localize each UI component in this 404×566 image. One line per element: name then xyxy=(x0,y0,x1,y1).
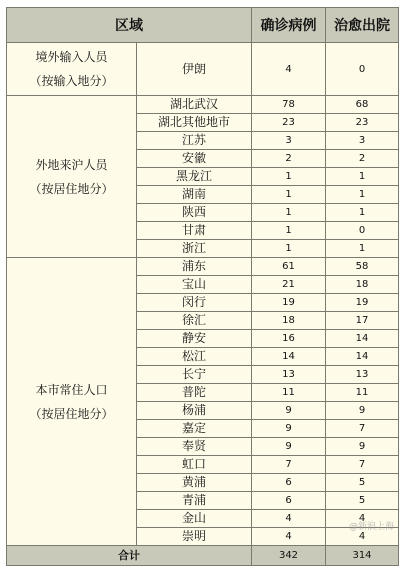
cured-count: 23 xyxy=(326,114,399,132)
confirmed-count: 1 xyxy=(252,222,326,240)
region-name: 江苏 xyxy=(137,132,252,150)
cured-count: 4 xyxy=(326,528,399,546)
region-name: 金山 xyxy=(137,510,252,528)
cured-count: 4 xyxy=(326,510,399,528)
cured-count: 11 xyxy=(326,384,399,402)
table-container xyxy=(6,7,398,533)
region-name: 甘肃 xyxy=(137,222,252,240)
cured-count: 7 xyxy=(326,420,399,438)
cured-count: 17 xyxy=(326,312,399,330)
region-name: 湖北其他地市 xyxy=(137,114,252,132)
group-label xyxy=(7,43,137,96)
confirmed-count: 21 xyxy=(252,276,326,294)
group-label-line: （按输入地分） xyxy=(7,69,136,93)
cured-count: 13 xyxy=(326,366,399,384)
confirmed-count: 2 xyxy=(252,150,326,168)
confirmed-count: 4 xyxy=(252,528,326,546)
cured-count: 9 xyxy=(326,402,399,420)
covid-case-table xyxy=(6,7,399,566)
confirmed-count: 14 xyxy=(252,348,326,366)
cured-count: 3 xyxy=(326,132,399,150)
cured-count: 1 xyxy=(326,240,399,258)
region-name: 杨浦 xyxy=(137,402,252,420)
table-body xyxy=(7,43,399,566)
group-label-line: 外地来沪人员 xyxy=(7,153,136,177)
confirmed-count: 6 xyxy=(252,492,326,510)
confirmed-count: 7 xyxy=(252,456,326,474)
cured-count: 1 xyxy=(326,168,399,186)
confirmed-count: 18 xyxy=(252,312,326,330)
region-name: 虹口 xyxy=(137,456,252,474)
region-name: 湖北武汉 xyxy=(137,96,252,114)
header-confirmed: 确诊病例 xyxy=(252,8,326,43)
cured-count: 0 xyxy=(326,222,399,240)
region-name: 陕西 xyxy=(137,204,252,222)
total-cured: 314 xyxy=(326,546,399,566)
confirmed-count: 9 xyxy=(252,438,326,456)
cured-count: 14 xyxy=(326,348,399,366)
watermark: @新浪上海 xyxy=(349,519,394,532)
cured-count: 5 xyxy=(326,492,399,510)
table-row xyxy=(7,96,399,114)
cured-count: 2 xyxy=(326,150,399,168)
cured-count: 9 xyxy=(326,438,399,456)
region-name: 湖南 xyxy=(137,186,252,204)
region-name: 奉贤 xyxy=(137,438,252,456)
confirmed-count: 6 xyxy=(252,474,326,492)
total-label: 合计 xyxy=(7,546,252,566)
cured-count: 68 xyxy=(326,96,399,114)
header-cured: 治愈出院 xyxy=(326,8,399,43)
confirmed-count: 3 xyxy=(252,132,326,150)
confirmed-count: 4 xyxy=(252,510,326,528)
cured-count: 1 xyxy=(326,204,399,222)
region-name: 崇明 xyxy=(137,528,252,546)
confirmed-count: 1 xyxy=(252,204,326,222)
total-row xyxy=(7,546,399,566)
confirmed-count: 1 xyxy=(252,240,326,258)
region-name: 普陀 xyxy=(137,384,252,402)
confirmed-count: 19 xyxy=(252,294,326,312)
cured-count: 0 xyxy=(326,43,399,96)
region-name: 宝山 xyxy=(137,276,252,294)
confirmed-count: 9 xyxy=(252,402,326,420)
confirmed-count: 4 xyxy=(252,43,326,96)
region-name: 闵行 xyxy=(137,294,252,312)
cured-count: 5 xyxy=(326,474,399,492)
cured-count: 1 xyxy=(326,186,399,204)
header-row xyxy=(7,8,399,43)
confirmed-count: 61 xyxy=(252,258,326,276)
cured-count: 14 xyxy=(326,330,399,348)
confirmed-count: 16 xyxy=(252,330,326,348)
confirmed-count: 23 xyxy=(252,114,326,132)
group-label-line: （按居住地分） xyxy=(7,402,136,426)
cured-count: 18 xyxy=(326,276,399,294)
group-label-line: 本市常住人口 xyxy=(7,378,136,402)
confirmed-count: 9 xyxy=(252,420,326,438)
region-name: 黑龙江 xyxy=(137,168,252,186)
header-region: 区域 xyxy=(7,8,252,43)
region-name: 伊朗 xyxy=(137,43,252,96)
confirmed-count: 1 xyxy=(252,168,326,186)
group-label xyxy=(7,258,137,546)
group-label xyxy=(7,96,137,258)
group-label-line: （按居住地分） xyxy=(7,177,136,201)
region-name: 嘉定 xyxy=(137,420,252,438)
confirmed-count: 11 xyxy=(252,384,326,402)
region-name: 徐汇 xyxy=(137,312,252,330)
confirmed-count: 13 xyxy=(252,366,326,384)
confirmed-count: 1 xyxy=(252,186,326,204)
region-name: 浙江 xyxy=(137,240,252,258)
cured-count: 19 xyxy=(326,294,399,312)
table-row xyxy=(7,258,399,276)
region-name: 长宁 xyxy=(137,366,252,384)
total-confirmed: 342 xyxy=(252,546,326,566)
table-row xyxy=(7,43,399,96)
cured-count: 7 xyxy=(326,456,399,474)
region-name: 黄浦 xyxy=(137,474,252,492)
region-name: 安徽 xyxy=(137,150,252,168)
region-name: 青浦 xyxy=(137,492,252,510)
group-label-line: 境外输入人员 xyxy=(7,45,136,69)
confirmed-count: 78 xyxy=(252,96,326,114)
region-name: 松江 xyxy=(137,348,252,366)
region-name: 静安 xyxy=(137,330,252,348)
cured-count: 58 xyxy=(326,258,399,276)
region-name: 浦东 xyxy=(137,258,252,276)
